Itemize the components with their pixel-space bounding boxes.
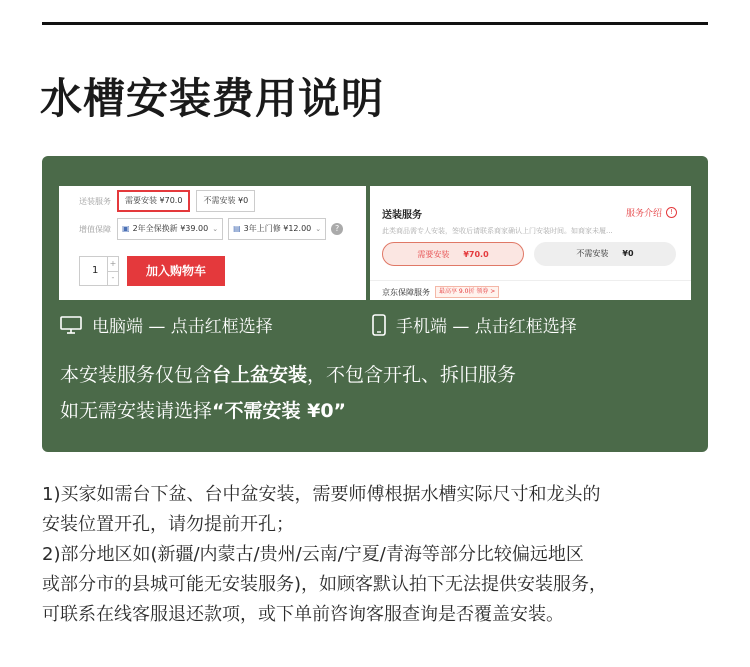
mobile-service-desc: 此类商品需专人安装，签收后请联系商家确认上门安装时间。如商家未履... — [382, 227, 613, 235]
plus-icon[interactable]: + — [107, 257, 118, 272]
note-line: 2)部分地区如(新疆/内蒙古/贵州/云南/宁夏/青海等部分比较偏远地区 — [42, 544, 584, 565]
mobile-no-price: ¥0 — [622, 249, 634, 258]
info-icon: ! — [666, 207, 677, 218]
no-install-note — [60, 396, 346, 423]
shield-icon: ▣ — [122, 224, 130, 233]
instruction-panel — [42, 156, 708, 452]
mobile-no-install-option[interactable] — [534, 242, 676, 266]
install-service-label: 送装服务 — [79, 196, 111, 206]
note-line: 或部分市的县城可能无安装服务)，如顾客默认拍下无法提供安装服务， — [42, 574, 608, 595]
protect-service-label: 京东保障服务 — [382, 287, 430, 297]
install-service-row — [59, 190, 261, 212]
service-intro-label: 服务介绍 — [625, 209, 662, 219]
no-install-option[interactable]: 不需安装 ¥0 — [196, 190, 255, 212]
no-install-note-part1: 如无需安装请选择 — [60, 400, 213, 422]
monitor-icon — [60, 315, 82, 335]
no-install-note-highlight: “不需安装 ¥0” — [212, 400, 347, 422]
protect-service-row[interactable] — [382, 286, 499, 298]
service-intro-link[interactable] — [626, 206, 677, 219]
mobile-caption — [372, 312, 577, 337]
pc-caption-text: 电脑端 — 点击红框选择 — [92, 317, 273, 337]
need-install-option[interactable]: 需要安装 ¥70.0 — [117, 190, 190, 212]
note-line: 可联系在线客服退还款项，或下单前咨询客服查询是否覆盖安装。 — [42, 604, 564, 625]
minus-icon[interactable]: - — [107, 271, 118, 285]
notes-block — [42, 480, 722, 630]
warranty-select-repair[interactable] — [228, 218, 326, 240]
add-to-cart-button[interactable]: 加入购物车 — [127, 256, 225, 286]
divider — [370, 280, 691, 281]
mobile-no-label: 不需安装 — [576, 249, 609, 258]
top-divider — [42, 22, 708, 25]
discount-badge[interactable]: 最高享 9.0折 领券 > — [435, 286, 499, 298]
warranty-label: 增值保障 — [79, 224, 111, 234]
quantity-value: 1 — [92, 265, 99, 276]
mobile-need-install-option[interactable] — [382, 242, 524, 266]
scope-note-part2: ，不包含开孔、拆旧服务 — [307, 364, 517, 386]
warranty-select-replace[interactable] — [117, 218, 223, 240]
mobile-caption-text: 手机端 — 点击红框选择 — [396, 317, 577, 337]
phone-icon — [372, 314, 386, 336]
mobile-need-price: ¥70.0 — [463, 250, 489, 259]
note-line: 安装位置开孔，请勿提前开孔； — [42, 514, 294, 535]
mobile-need-label: 需要安装 — [417, 250, 450, 259]
chevron-down-icon: ⌄ — [212, 225, 219, 233]
note-line: 1)买家如需台下盆、台中盆安装，需要师傅根据水槽实际尺寸和龙头的 — [42, 484, 601, 505]
pc-screenshot — [59, 186, 366, 300]
pc-caption — [60, 312, 273, 337]
scope-note — [60, 360, 516, 387]
warranty-replace-text: 2年全保换新 ¥39.00 — [132, 224, 209, 233]
help-icon[interactable]: ? — [331, 223, 343, 235]
warranty-repair-text: 3年上门修 ¥12.00 — [243, 224, 312, 233]
page-title: 水槽安装费用说明 — [40, 74, 385, 123]
repair-icon: ▤ — [233, 224, 241, 233]
mobile-screenshot — [370, 186, 691, 300]
warranty-row — [59, 218, 343, 240]
mobile-service-title: 送装服务 — [382, 210, 422, 221]
quantity-stepper[interactable] — [79, 256, 119, 286]
scope-note-part1: 本安装服务仅包含 — [60, 364, 213, 386]
scope-note-highlight: 台上盆安装 — [212, 364, 308, 386]
chevron-down-icon: ⌄ — [315, 225, 322, 233]
